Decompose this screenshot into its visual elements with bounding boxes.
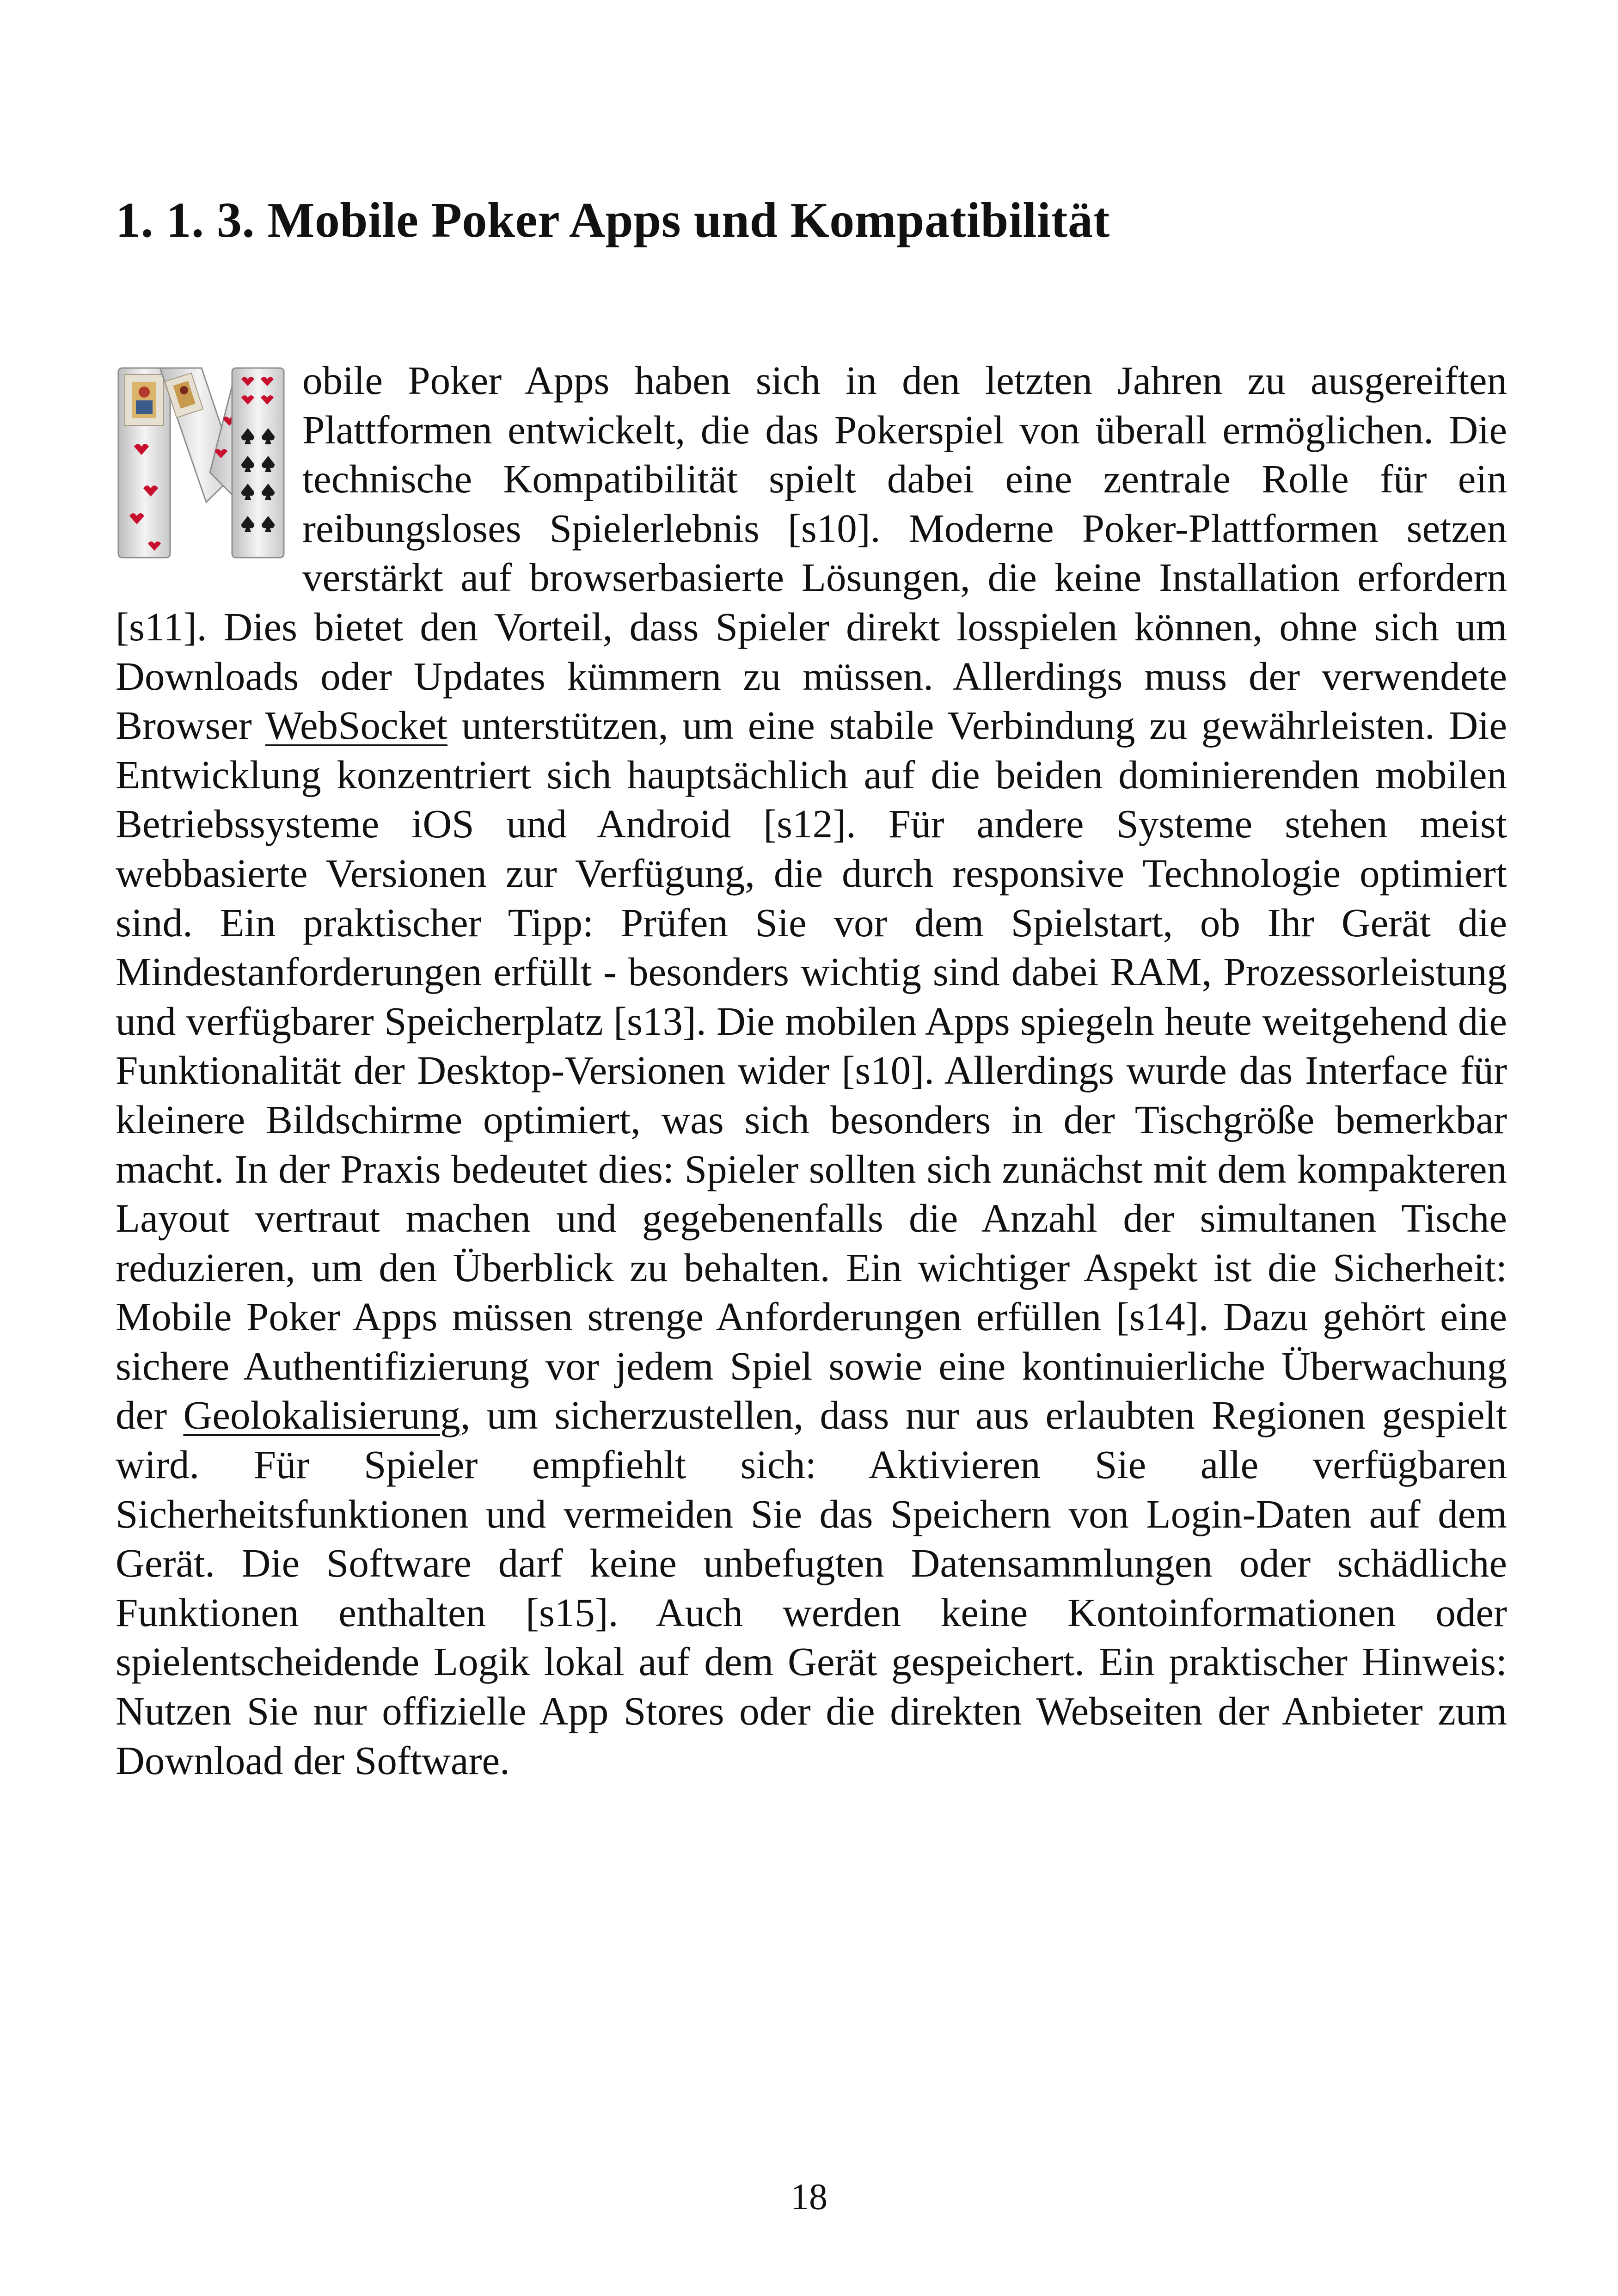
body-paragraph [116, 356, 1507, 1785]
section-heading: 1. 1. 3. Mobile Poker Apps und Kompatibilität [116, 193, 1110, 248]
left-stroke-cards [118, 368, 170, 558]
dropcap-playing-cards-m [116, 363, 287, 562]
body-section [116, 356, 1507, 1785]
page-number: 18 [791, 2177, 827, 2217]
paragraph-text-segment: obile Poker Apps haben sich in den letzten Jahren zu ausgereiften Plattformen entwickelt, die das Pokerspiel von überall ermöglichen. Die technische Kompatibilität spielt dabei eine zentrale Rolle für ein reibungsloses Spielerlebnis [s10]. Moderne Poker-Plattformen setzen verstärkt auf browserbasierte Lösungen, die keine Installation erfordern [s11]. Dies bietet den Vorteil, dass Spieler direkt losspielen können, ohne sich um Downloads oder Updates kümmern zu müssen. Allerdings muss der verwendete Browser [116, 358, 1507, 748]
right-stroke-cards [232, 368, 284, 558]
websocket-link[interactable]: WebSocket [265, 703, 447, 748]
paragraph-text-segment: unterstützen, um eine stabile Verbindung zu gewährleisten. Die Entwicklung konzentriert sich hauptsächlich auf die beiden dominierenden mobilen Betriebssysteme iOS und Android [s12]. Für andere Systeme stehen meist webbasierte Versionen zur Verfügung, die durch responsive Technologie optimiert sind. Ein praktischer Tipp: Prüfen Sie vor dem Spielstart, ob Ihr Gerät die Mindestanforderungen erfüllt - besonders wichtig sind dabei RAM, Prozessorleistung und verfügbarer Speicherplatz [s13]. Die mobilen Apps spiegeln heute weitgehend die Funktionalität der Desktop-Versionen wider [s10]. Allerdings wurde das Interface für kleinere Bildschirme optimiert, was sich besonders in der Tischgröße bemerkbar macht. In der Praxis bedeutet dies: Spieler sollten sich zunächst mit dem kompakteren Layout vertraut machen und gegebenenfalls die Anzahl der simultanen Tische reduzieren, um den Überblick zu behalten. Ein wichtiger Aspekt ist die Sicherheit: Mobile Poker Apps müssen strenge Anforderungen erfüllen [s14]. Dazu gehört eine sichere Authentifizierung vor jedem Spiel sowie eine kontinuierliche Überwachung der [116, 703, 1507, 1438]
geolokalisierung-link[interactable]: Geolokalisierung [183, 1393, 460, 1438]
paragraph-text-segment: , um sicherzustellen, dass nur aus erlaubten Regionen gespielt wird. Für Spieler empfiehlt sich: Aktivieren Sie alle verfügbaren Sicherheitsfunktionen und vermeiden Sie das Speichern von Login-Daten auf dem Gerät. Die Software darf keine unbefugten Datensammlungen oder schädliche Funktionen enthalten [s15]. Auch werden keine Kontoinformationen oder spielentscheidende Logik lokal auf dem Gerät gespeichert. Ein praktischer Hinweis: Nutzen Sie nur offizielle App Stores oder die direkten Webseiten der Anbieter zum Download der Software. [116, 1393, 1508, 1783]
playing-cards-letter-m-image [116, 363, 287, 562]
